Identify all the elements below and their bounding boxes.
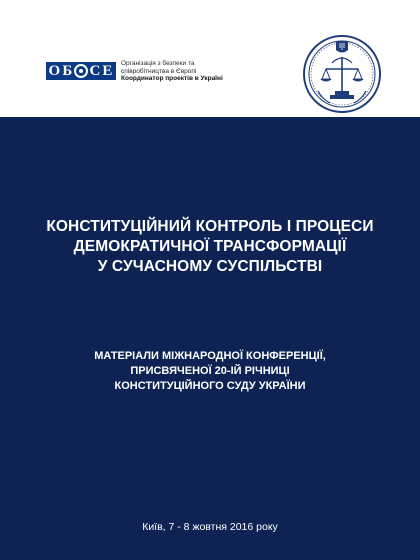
osce-letter-e: Е — [102, 63, 114, 79]
osce-org-line-2: співробітництва в Європі — [121, 67, 197, 75]
subtitle-line-1: МАТЕРІАЛИ МІЖНАРОДНОЇ КОНФЕРЕНЦІЇ, — [94, 350, 326, 362]
osce-org-line-1: Організація з безпеки та — [121, 60, 195, 67]
subtitle-line-3: КОНСТИТУЦІЙНОГО СУДУ УКРАЇНИ — [114, 380, 306, 392]
osce-letter-o: О — [48, 63, 62, 79]
osce-ring-icon — [74, 64, 88, 78]
osce-letter-b: Б — [62, 63, 74, 79]
publication-place-date: Київ, 7 - 8 жовтня 2016 року — [142, 521, 278, 533]
constitutional-court-emblem-icon — [302, 33, 382, 115]
subtitle-line-2: ПРИСВЯЧЕНОЇ 20-ІЙ РІЧНИЦІ — [130, 365, 290, 377]
osce-org-line-3: Координатор проектів в Україні — [121, 75, 223, 83]
osce-organization-name — [121, 60, 241, 83]
book-subtitle — [20, 349, 400, 394]
title-line-1: КОНСТИТУЦІЙНИЙ КОНТРОЛЬ І ПРОЦЕСИ — [46, 218, 374, 235]
title-line-2: ДЕМОКРАТИЧНОЇ ТРАНСФОРМАЦІЇ — [73, 238, 347, 255]
cover-panel — [0, 117, 420, 560]
title-line-3: У СУЧАСНОМУ СУСПІЛЬСТВІ — [97, 258, 323, 275]
book-title — [20, 217, 400, 277]
osce-letter-s: С — [89, 63, 102, 79]
top-margin — [0, 0, 420, 31]
osce-logo — [46, 62, 116, 80]
